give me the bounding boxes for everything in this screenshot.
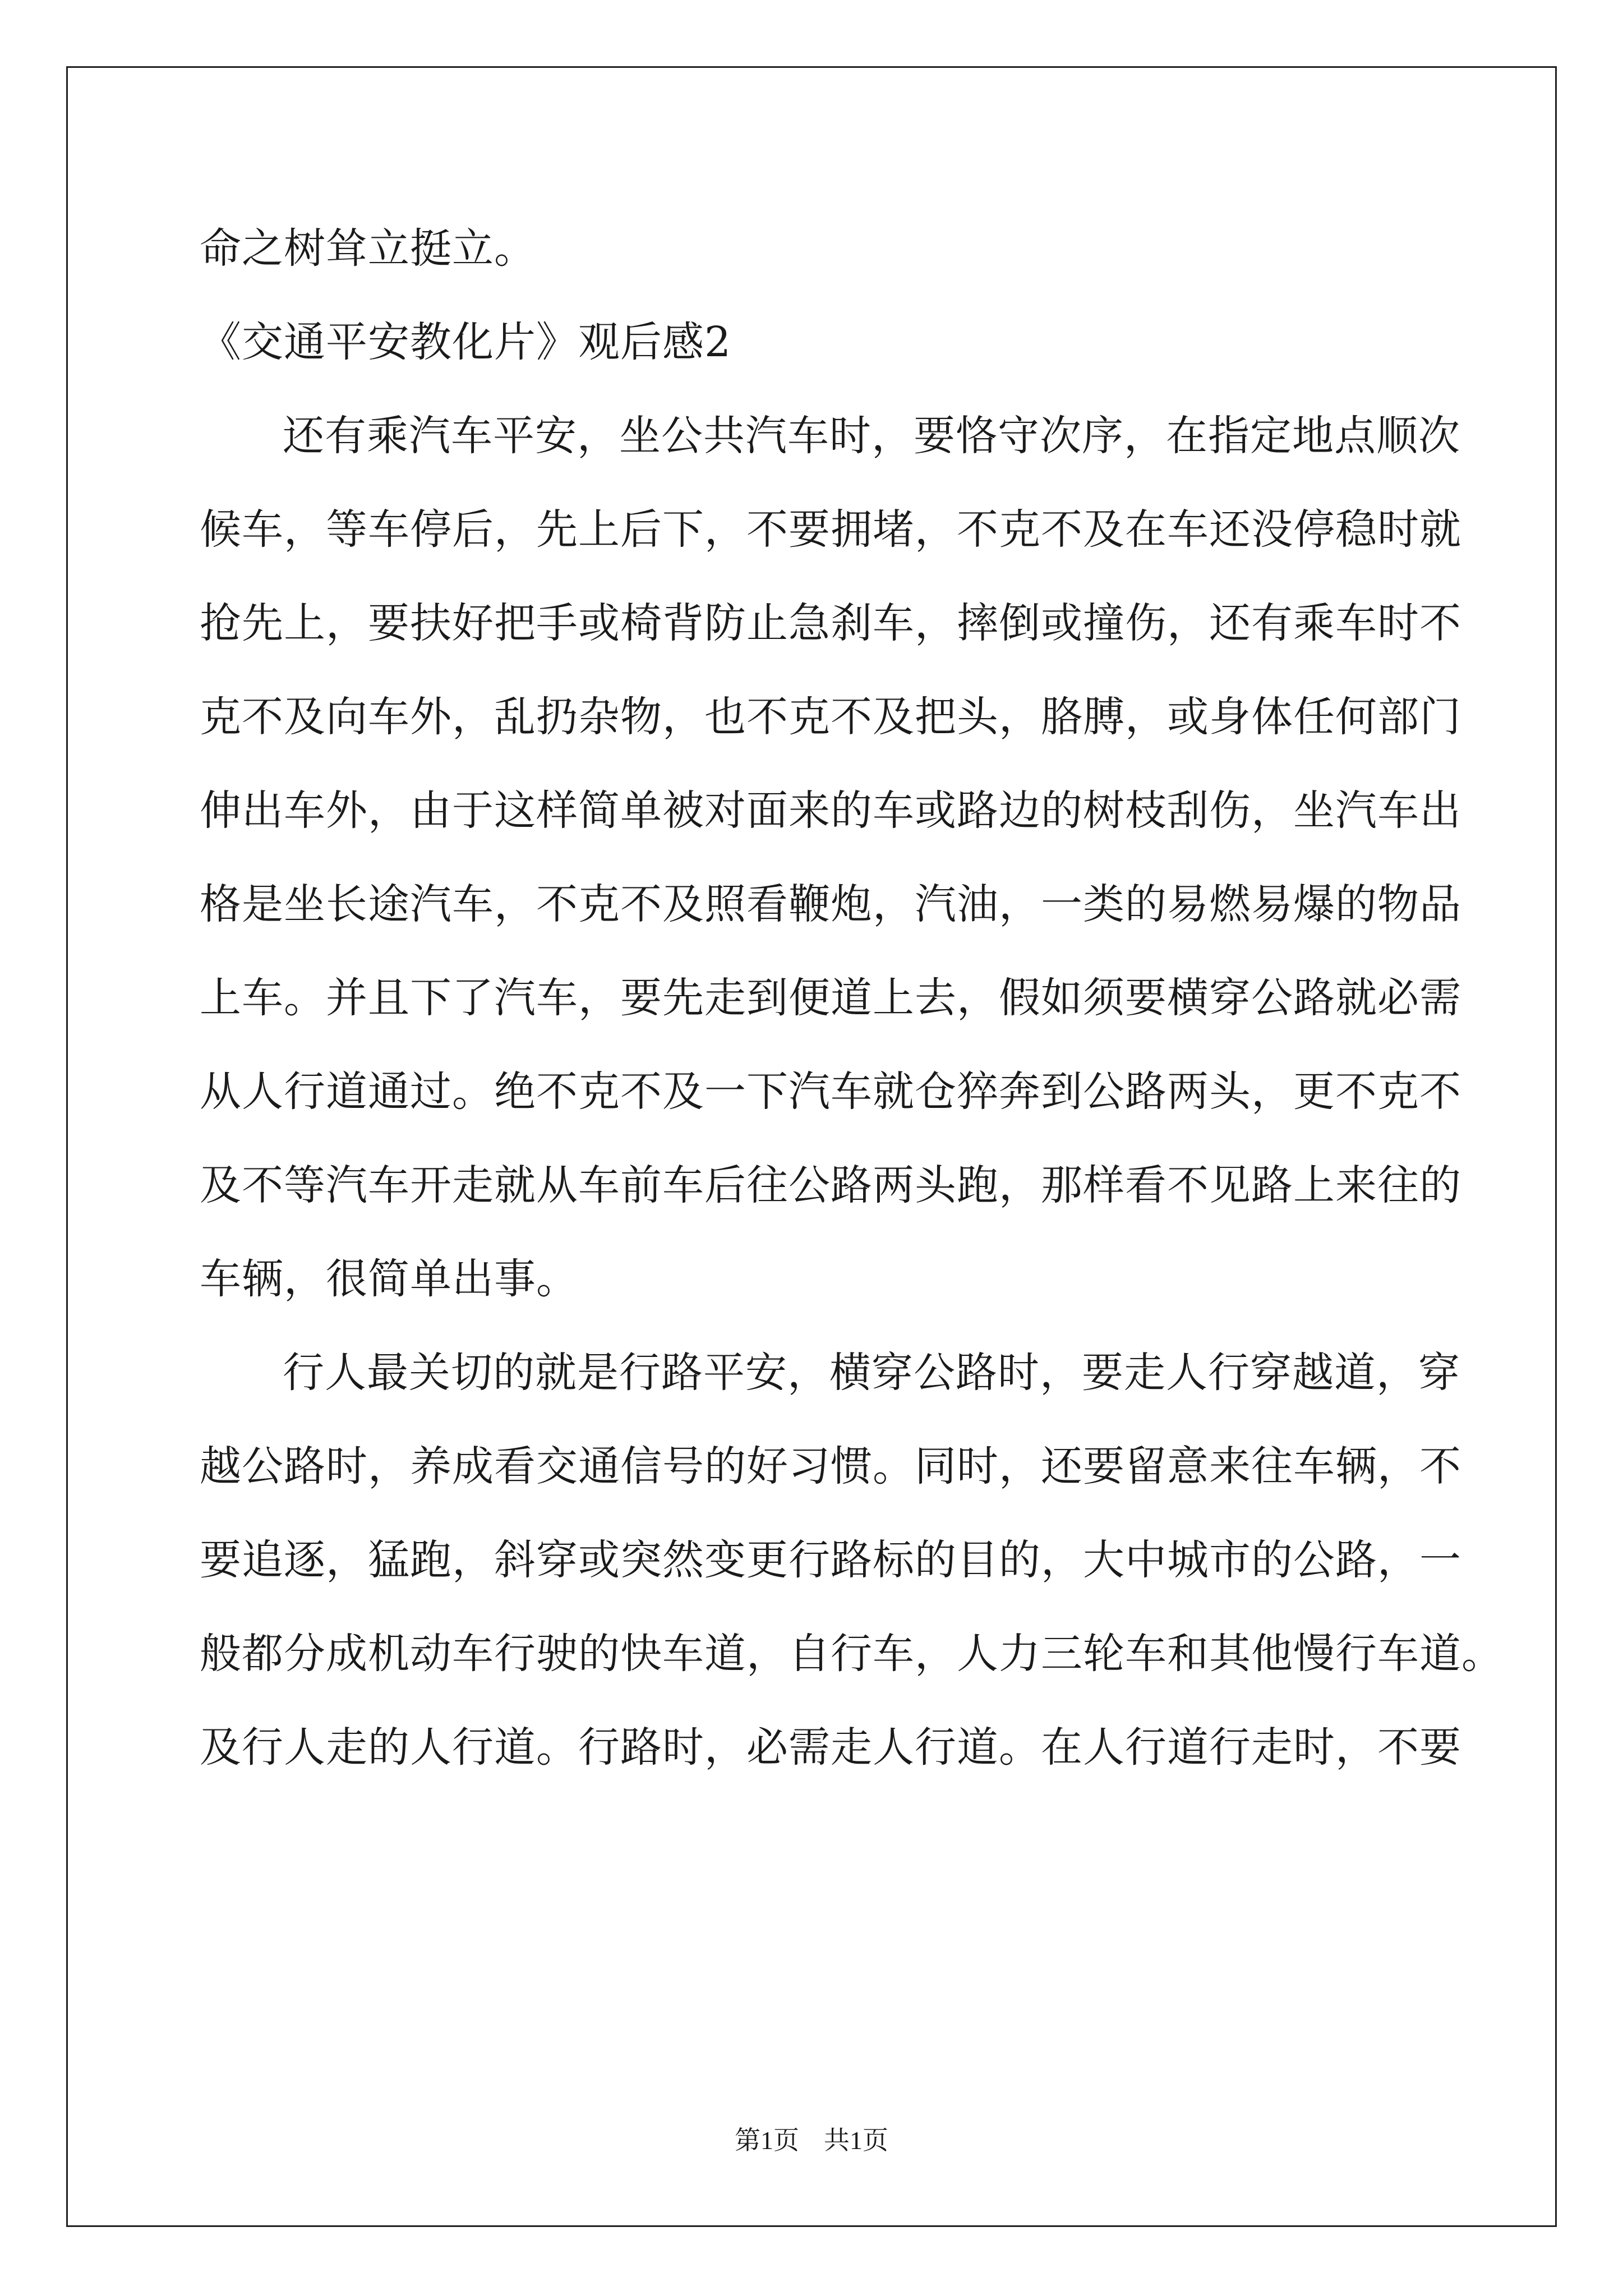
text-line: 伸出车外，由于这样简单被对面来的车或路边的树枝刮伤，坐汽车出 bbox=[200, 786, 1461, 835]
text-line: 从人行道通过。绝不克不及一下汽车就仓猝奔到公路两头，更不克不 bbox=[200, 1068, 1461, 1116]
page-number-current: 第1页 bbox=[735, 2126, 799, 2155]
text-line: 候车，等车停后，先上后下，不要拥堵，不克不及在车还没停稳时就 bbox=[200, 505, 1461, 554]
text-line: 及不等汽车开走就从车前车后往公路两头跑，那样看不见路上来往的 bbox=[200, 1161, 1461, 1209]
page-footer bbox=[0, 2124, 1623, 2157]
text-line: 抢先上，要扶好把手或椅背防止急刹车，摔倒或撞伤，还有乘车时不 bbox=[200, 599, 1461, 647]
section-heading: 《交通平安教化片》观后感2 bbox=[200, 318, 732, 366]
text-line: 车辆，很简单出事。 bbox=[200, 1255, 578, 1303]
text-line: 及行人走的人行道。行路时，必需走人行道。在人行道行走时，不要 bbox=[200, 1723, 1461, 1772]
text-line: 般都分成机动车行驶的快车道，自行车，人力三轮车和其他慢行车道。 bbox=[200, 1630, 1504, 1678]
paragraph-first-line: 行人最关切的就是行路平安，横穿公路时，要走人行穿越道，穿 bbox=[283, 1349, 1460, 1397]
text-line: 要追逐，猛跑，斜穿或突然变更行路标的目的，大中城市的公路，一 bbox=[200, 1536, 1461, 1584]
text-line: 上车。并且下了汽车，要先走到便道上去，假如须要横穿公路就必需 bbox=[200, 974, 1461, 1022]
text-line: 克不及向车外，乱扔杂物，也不克不及把头，胳膊，或身体任何部门 bbox=[200, 693, 1461, 741]
paragraph-first-line: 还有乘汽车平安，坐公共汽车时，要恪守次序，在指定地点顺次 bbox=[283, 412, 1460, 460]
text-line: 越公路时，养成看交通信号的好习惯。同时，还要留意来往车辆，不 bbox=[200, 1442, 1461, 1490]
text-line: 命之树耸立挺立。 bbox=[200, 224, 536, 273]
text-line: 格是坐长途汽车，不克不及照看鞭炮，汽油，一类的易燃易爆的物品 bbox=[200, 880, 1461, 928]
document-body bbox=[200, 202, 1504, 1795]
page-number-total: 共1页 bbox=[824, 2126, 888, 2155]
